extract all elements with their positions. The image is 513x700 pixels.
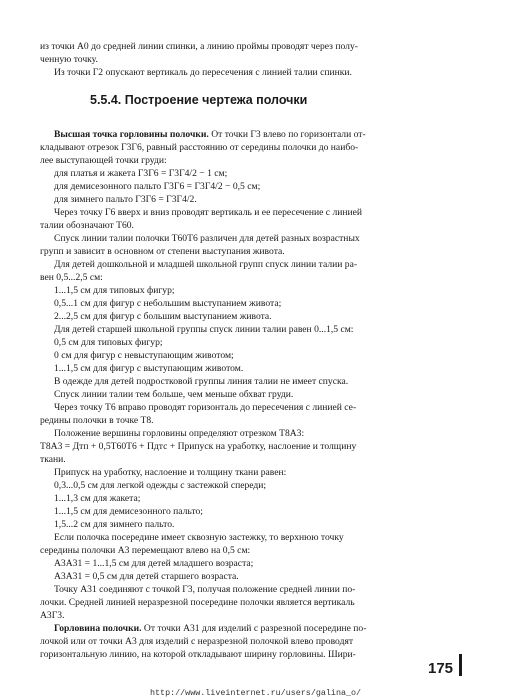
text-line: 1,5...2 см для зимнего пальто.: [54, 519, 175, 530]
text-line: 2...2,5 см для фигур с большим выступанием живота.: [54, 311, 272, 322]
text-line: В одежде для детей подростковой группы линия талии не имеет спуска.: [54, 376, 349, 387]
text-line: горизонтальную линию, на которой откладывают ширину горловины. Шири-: [40, 649, 356, 660]
text-line: А3А31 = 0,5 см для детей старшего возраста.: [54, 571, 239, 582]
text-line: лочкой или от точки А3 для изделий с неразрезной полочкой влево проводят: [40, 636, 354, 647]
text-line: для демисезонного пальто Г3Г6 = Г3Г4/2 − 0,5 см;: [54, 181, 261, 192]
text-line: кладывают отрезок Г3Г6, равный расстоянию от середины полочки до наибо-: [40, 142, 359, 153]
text-line: талии обозначают Т60.: [40, 220, 134, 231]
text-line: редины полочки в точке Т8.: [40, 415, 154, 426]
text-line: середины полочки А3 перемещают влево на 0,5 см:: [40, 545, 251, 556]
text-line: ченную точку.: [40, 54, 98, 65]
text-line: 0,5...1 см для фигур с небольшим выступанием живота;: [54, 298, 282, 309]
text-line: Через точку Т6 вправо проводят горизонталь до пересечения с линией се-: [54, 402, 357, 413]
text-line: Припуск на уработку, наслоение и толщину ткани равен:: [54, 467, 287, 478]
text-line: групп и зависит в основном от степени выступания живота.: [40, 246, 285, 257]
text-line: 0,5 см для типовых фигур;: [54, 337, 163, 348]
text-line: из точки А0 до средней линии спинки, а линию проймы проводят через полу-: [40, 41, 358, 52]
text-line: Спуск линии талии полочки Т60Т6 различен для детей разных возрастных: [54, 233, 360, 244]
text-line: Точку А31 соединяют с точкой Г3, получая положение средней линии по-: [54, 584, 356, 595]
text-line-subheading: Высшая точка горловины полочки. От точки Г3 влево по горизонтали от-: [54, 129, 366, 140]
text-line: 1...1,3 см для жакета;: [54, 493, 141, 504]
page-number-bar: [459, 654, 462, 676]
text-line: Для детей старшей школьной группы спуск линии талии равен 0...1,5 см:: [54, 324, 354, 335]
text-line: вен 0,5...2,5 см:: [40, 272, 103, 283]
text-line: Через точку Г6 вверх и вниз проводят вертикаль и ее пересечение с линией: [54, 207, 363, 218]
text-line: Для детей дошкольной и младшей школьной групп спуск линии талии ра-: [54, 259, 358, 270]
text-line: лочки. Средней линией неразрезной посередине полочки является вертикаль: [40, 597, 355, 608]
text-line: ткани.: [40, 454, 66, 465]
text-line: 1...1,5 см для демисезонного пальто;: [54, 506, 203, 517]
text-line: 0 см для фигур с невыступающим животом;: [54, 350, 234, 361]
text-line: лее выступающей точки груди:: [40, 155, 167, 166]
run-in-subheading: Горловина полочки.: [54, 623, 142, 634]
run-in-subheading: Высшая точка горловины полочки.: [54, 129, 209, 140]
text-line: А3А31 = 1...1,5 см для детей младшего возраста;: [54, 558, 254, 569]
text-line: Из точки Г2 опускают вертикаль до пересечения с линией талии спинки.: [54, 67, 352, 78]
text-line-subheading: Горловина полочки. От точки А31 для изделий с разрезной посередине по-: [54, 623, 367, 634]
text-line: 0,3...0,5 см для легкой одежды с застежкой спереди;: [54, 480, 267, 491]
text-line: Если полочка посередине имеет сквозную застежку, то верхнюю точку: [54, 532, 344, 543]
text-line: 1...1,5 см для типовых фигур;: [54, 285, 175, 296]
page-number: 175: [428, 660, 454, 677]
text-line: 1...1,5 см для фигур с выступающим животом.: [54, 363, 244, 374]
section-heading: 5.5.4. Построение чертежа полочки: [90, 93, 308, 107]
text-line: Спуск линии талии тем больше, чем меньше обхват груди.: [54, 389, 294, 400]
watermark-url: http://www.liveinternet.ru/users/galina_o/: [150, 688, 362, 698]
text-line: для платья и жакета Г3Г6 = Г3Г4/2 − 1 см;: [54, 168, 228, 179]
text-line: для зимнего пальто Г3Г6 = Г3Г4/2.: [54, 194, 197, 205]
text-line: Положение вершины горловины определяют отрезком Т8А3:: [54, 428, 305, 439]
text-line: А3Г3.: [40, 610, 65, 621]
text-line: Т8А3 = Дтп + 0,5Т60Т6 + Пдтс + Припуск на уработку, наслоение и толщину: [40, 441, 357, 452]
